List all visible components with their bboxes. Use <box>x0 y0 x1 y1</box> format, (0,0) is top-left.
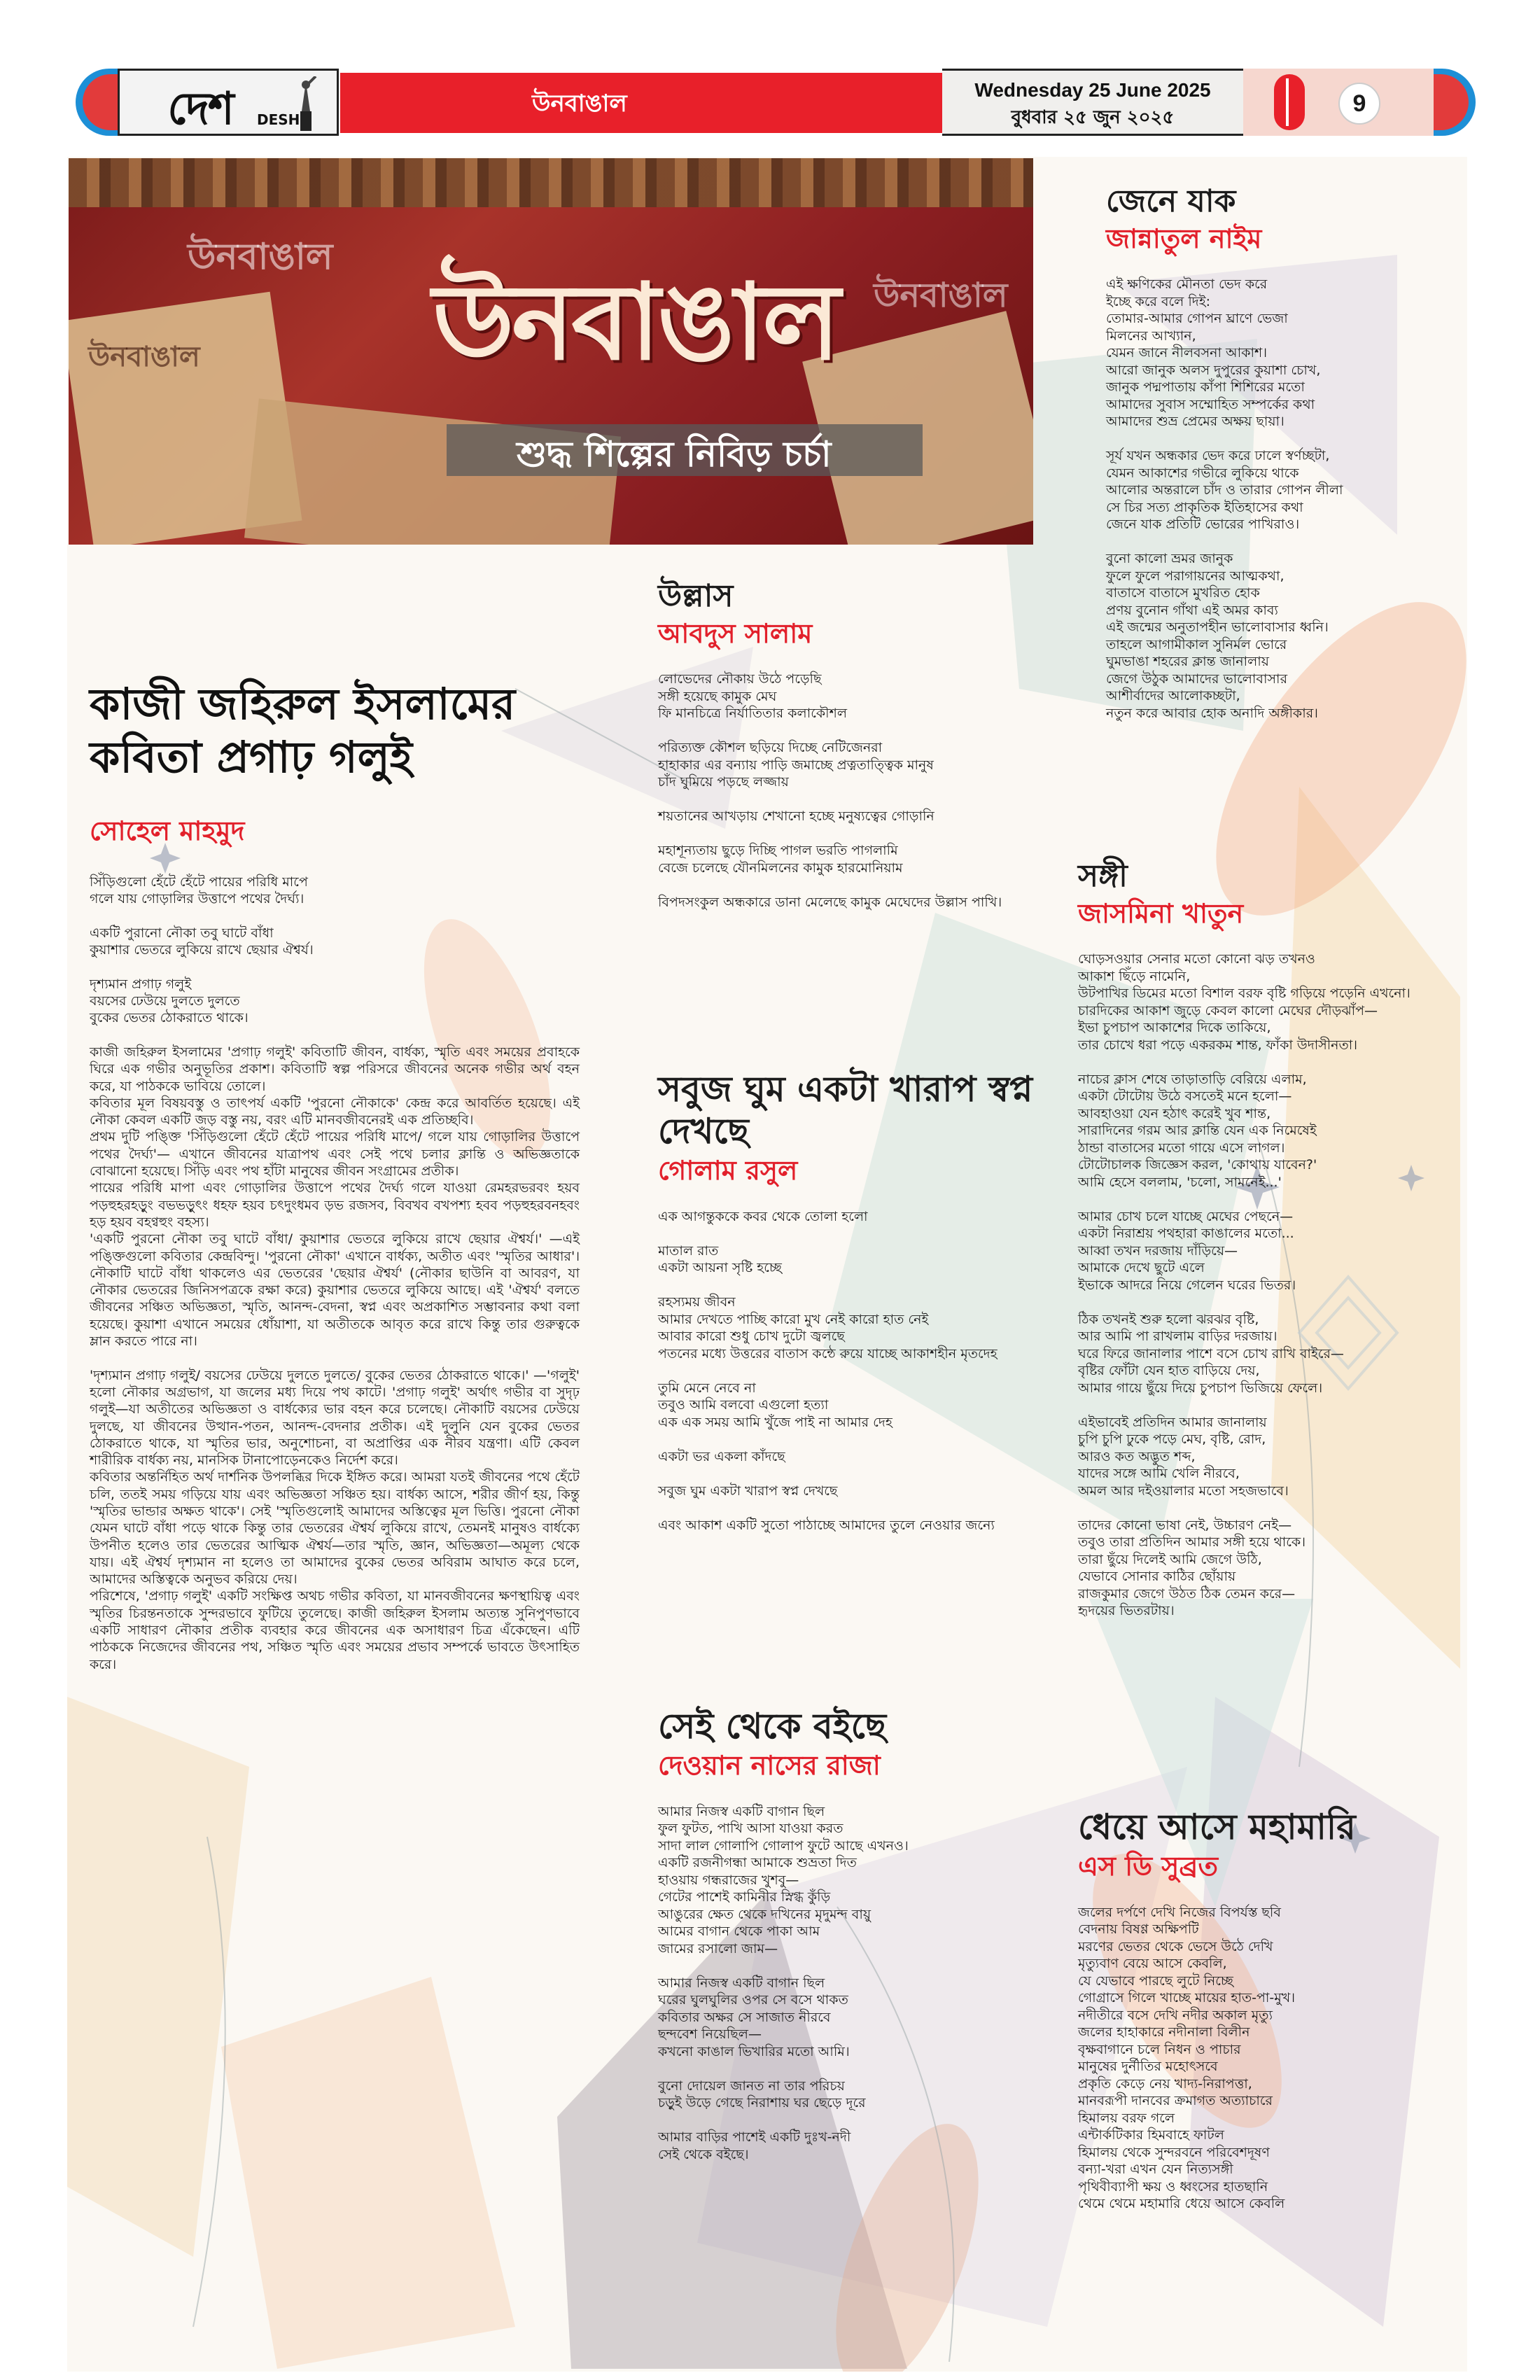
banner-small-text: উনবাঙাল <box>874 276 1008 315</box>
poem-body: লোভেদের নৌকায় উঠে পড়েছি সঙ্গী হয়েছে কামুক মেঘ ফি মানচিত্রে নির্যাতিতার কলাকৌশল পরিত্যক্ত কৌশল ছড়িয়ে দিচ্ছে নেটিজেনরা হাহাকার এর বন্যায় পাড়ি জমাচ্ছে প্রত্নতাত্ত্বিক মানুষ চাঁদ ঘুমিয়ে পড়ছে লজ্জায় শয়তানের আখড়ায় শেখানো হচ্ছে মনুষ্যত্বের গোড়ানি মহাশূন্যতায় ছুড়ে দিচ্ছি পাগল ভরতি পাগলামি বেজে চলেছে যৌনমিলনের কামুক হারমোনিয়াম বিপদসংকুল অন্ধকারে ডানা মেলেছে কামুক মেঘেদের উল্লাস পাখি। <box>658 671 1002 910</box>
date-english: Wednesday 25 June 2025 <box>974 79 1211 101</box>
poem-body: এক আগন্তুককে কবর থেকে তোলা হলো মাতাল রাত একটা আয়না সৃষ্টি হচ্ছে রহস্যময় জীবন আমার দেখতে পাচ্ছি কারো মুখ নেই কারো হাত নেই আবার কারো শুধু চোখ দুটো জ্বলছে পতনের মধ্যে উত্তরের বাতাস কন্ঠে রুয়ে যাচ্ছে আকাশহীন মৃতদেহ তুমি মেনে নেবে না তবুও আমি বলবো এগুলো হত্যা এক এক সময় আমি খুঁজে পাই না আমার দেহ একটা ভর একলা কাঁদছে সবুজ ঘুম একটা খারাপ স্বপ্ন দেখছে এবং আকাশ একটি সুতো পাঠাচ্ছে আমাদের তুলে নেওয়ার জন্যে <box>658 1208 997 1533</box>
date-box <box>942 69 1243 136</box>
date-bangla: বুধবার ২৫ জুন ২০২৫ <box>1011 107 1175 128</box>
statue-icon <box>285 76 327 132</box>
poem-title: সবুজ ঘুম একটা খারাপ স্বপ্ন দেখছে <box>658 1069 1033 1152</box>
page-header <box>0 0 1540 140</box>
poem-block <box>658 1705 1036 2163</box>
poem-author: এস ডি সুব্রত <box>1078 1851 1218 1882</box>
banner-tagline: শুদ্ধ শিল্পের নিবিড় চর্চা <box>517 434 832 475</box>
poem-block <box>1078 1806 1456 2213</box>
poem-title: সেই থেকে বইছে <box>658 1706 887 1746</box>
article-author: সোহেল মাহমুদ <box>90 816 245 846</box>
logo-text: দেশ <box>167 83 233 135</box>
banner-title: উনবাঙাল <box>433 262 838 384</box>
article-body: সিঁড়িগুলো হেঁটে হেঁটে পায়ের পরিধি মাপে গলে যায় গোড়ালির উত্তাপে পথের দৈর্ঘ্য। একটি পুরানো নৌকা তবু ঘাটে বাঁধা কুয়াশার ভেতরে লুকিয়ে রাখে ছেয়ার ঐশ্বর্য। দৃশ্যমান প্রগাঢ় গলুই বয়সের ঢেউয়ে দুলতে দুলতে বুকের ভেতর ঠোকরাতে থাকে। কাজী জহিরুল ইসলামের 'প্রগাঢ় গলুই' কবিতাটি জীবন, বার্ধক্য, স্মৃতি এবং সময়ের প্রবাহকে ঘিরে এক গভীর অনুভূতির প্রকাশ। কবিতাটি স্বল্প পরিসরে জীবনের অনেক গভীর অর্থ বহন করে, যা পাঠককে ভাবিয়ে তোলে। কবিতার মূল বিষয়বস্তু ও তাৎপর্য একটি 'পুরনো নৌকাকে' কেন্দ্র করে আবর্তিত হয়েছে। এই নৌকা কেবল একটি জড় বস্তু নয়, বরং এটি মানবজীবনেরই এক প্রতিচ্ছবি। প্রথম দুটি পঙ্ক্তি 'সিঁড়িগুলো হেঁটে হেঁটে পায়ের পরিধি মাপে/ গলে যায় গোড়ালির উত্তাপে পথের দৈর্ঘ্য'— এখানে জীবনের যাত্রাপথ এবং সেই পথে চলার ক্লান্তি ও অভিজ্ঞতাকে বোঝানো হয়েছে। সিঁড়ি এবং পথ হাঁটা মানুষের জীবন সংগ্রামের প্রতীক। পায়ের পরিধি মাপা এবং গোড়ালির উত্তাপে পথের দৈর্ঘ্য গলে যাওয়া রেমহরভরবং হয়ব পড়হুহরহড়ুং বভভড়ুৎং ধহফ হয়ব চৎদুংধমব ড়ভ রজসব, বিবখব বখপশ্য হবব পড়হুহরবনহবং হড় হয়ব বহণ্বহুং বহস্য। 'একটি পুরনো নৌকা তবু ঘাটে বাঁধা/ কুয়াশার ভেতরে লুকিয়ে রাখে ছেয়ার ঐশ্বর্য।' —এই পঙ্ক্তিগুলো কবিতার কেন্দ্রবিন্দু। 'পুরনো নৌকা' এখানে বার্ধক্য, অতীত এবং 'স্মৃতির আধার'। নৌকাটি ঘাটে বাঁধা থাকলেও এর ভেতরের 'ছেয়ার ঐশ্বর্য' (নৌকার ছাউনি বা আবরণ, যা নৌকার ভেতরের জিনিসপত্রকে রক্ষা করে) কুয়াশার ভেতরে লুকিয়ে আছে। এই 'ঐশ্বর্য' বলতে জীবনের সঞ্চিত অভিজ্ঞতা, স্মৃতি, আনন্দ-বেদনা, স্বপ্ন এবং অপ্রকাশিত সম্ভাবনার কথা বলা হয়েছে। কুয়াশা এখানে সময়ের ধোঁয়াশা, যা অতীতকে আবৃত করে রাখে কিন্তু তার গুরুত্বকে ম্লান করতে পারে না। 'দৃশ্যমান প্রগাঢ় গলুই/ বয়সের ঢেউয়ে দুলতে দুলতে/ বুকের ভেতর ঠোকরাতে থাকে।' —'গলুই' হলো নৌকার অগ্রভাগ, যা জলের মধ্য দিয়ে পথ কাটে। 'প্রগাঢ় গলুই' অর্থাৎ গভীর বা সুদৃঢ় গলুই—যা অতীতের অভিজ্ঞতা ও বার্ধক্যের ভার বহন করে চলেছে। নৌকাটি বয়সের ঢেউয়ে দুলছে, যা জীবনের উত্থান-পতন, আনন্দ-বেদনার প্রতীক। এই দুলুনি যেন বুকের ভেতর ঠোকরাতে থাকে, যা স্মৃতির ভার, অনুশোচনা, বা অপ্রাপ্তির এক নীরব যন্ত্রণা। এটি কেবল শারীরিক বার্ধক্য নয়, মানসিক টানাপোড়েনকেও নির্দেশ করে। কবিতার অন্তর্নিহিত অর্থ দার্শনিক উপলব্ধির দিকে ইঙ্গিত করে। আমরা যতই জীবনের পথে হেঁটে চলি, ততই সময় গড়িয়ে যায় এবং অভিজ্ঞতা সঞ্চিত হয়। বার্ধক্য আসে, শরীর জীর্ণ হয়, কিন্তু 'স্মৃতির ভান্ডার অক্ষত থাকে'। সেই 'স্মৃতিগুলোই আমাদের অস্তিত্বের মূল ভিত্তি। পুরনো নৌকা যেমন ঘাটে বাঁধা পড়ে থাকে কিন্তু তার ভেতরের ঐশ্বর্য লুকিয়ে রাখে, তেমনই মানুষও বার্ধক্যে উপনীত হলেও তার ভেতরের আত্মিক ঐশ্বর্য—তার স্মৃতি, জ্ঞান, অভিজ্ঞতা—অমূল্য থেকে যায়। এই ঐশ্বর্য দৃশ্যমান না হলেও তা আমাদের বুকের ভেতর অবিরাম আঘাত করে চলে, আমাদের অস্তিত্বকে অনুভব করিয়ে দেয়। পরিশেষে, 'প্রগাঢ় গলুই' একটি সংক্ষিপ্ত অথচ গভীর কবিতা, যা মানবজীবনের ক্ষণস্থায়িত্ব এবং স্মৃতির চিরন্তনতাকে সুন্দরভাবে ফুটিয়ে তুলেছে। কাজী জহিরুল ইসলাম অত্যন্ত সুনিপুণভাবে একটি সাধারণ নৌকার প্রতীক ব্যবহার করে জীবনের এক অসাধারণ চিত্র এঁকেছেন। এটি পাঠককে নিজেদের জীবনের পথ, সঞ্চিত স্মৃতি এবং সময়ের প্রভাব সম্পর্কে ভাবতে উৎসাহিত করে। <box>90 874 580 1672</box>
pill-icon <box>1274 74 1305 130</box>
poem-author: জাসমিনা খাতুন <box>1078 897 1244 929</box>
section-banner <box>69 158 1033 545</box>
article <box>90 678 580 1673</box>
poem-title: জেনে যাক <box>1106 183 1236 219</box>
poem-author: আবদুস সালাম <box>658 617 813 649</box>
poem-title: সঙ্গী <box>1078 858 1128 894</box>
poem-block <box>1106 183 1456 722</box>
logo-subtext: DESH <box>257 111 300 128</box>
poem-author: দেওয়ান নাসের রাজা <box>658 1750 881 1781</box>
section-name: উনবাঙাল <box>532 90 627 118</box>
article-title: কাজী জহিরুল ইসলামের কবিতা প্রগাঢ় গলুই <box>90 678 516 783</box>
poem-body: ঘোড়সওয়ার সেনার মতো কোনো ঝড় তখনও আকাশ ছিঁড়ে নামেনি, উটপাখির ডিমের মতো বিশাল বরফ বৃষ্টি গড়িয়ে পড়েনি এখনো। চারদিকের আকাশ জুড়ে কেবল কালো মেঘের দৌড়ঝাঁপ— ইভা চুপচাপ আকাশের দিকে তাকিয়ে, তার চোখে ধরা পড়ে একরকম শান্ত, ফাঁকা উদাসীনতা। নাচের ক্লাস শেষে তাড়াতাড়ি বেরিয়ে এলাম, একটা টোটোয় উঠে বসতেই মনে হলো— আবহাওয়া যেন হঠাৎ করেই খুব শান্ত, সারাদিনের গরম আর ক্লান্তি যেন এক নিমেষেই ঠান্ডা বাতাসের মতো গায়ে এসে লাগল। টোটোচালক জিজ্ঞেস করল, 'কোথায় যাবেন?' আমি হেসে বললাম, 'চলো, সামনেই...' আমার চোখ চলে যাচ্ছে মেঘের পেছনে— একটা নিরাশ্রয় পথহারা কাঙালের মতো... আব্বা তখন দরজায় দাঁড়িয়ে— আমাকে দেখে ছুটে এলে ইভাকে আদরে নিয়ে গেলেন ঘরের ভিতর। ঠিক তখনই শুরু হলো ঝরঝর বৃষ্টি, আর আমি পা রাখলাম বাড়ির দরজায়। ঘরে ফিরে জানালার পাশে বসে চোখ রাখি বাইরে— বৃষ্টির ফোঁটা যেন হাত বাড়িয়ে দেয়, আমার গায়ে ছুঁয়ে দিয়ে চুপচাপ ভিজিয়ে ফেলে। এইভাবেই প্রতিদিন আমার জানালায় চুপি চুপি ঢুকে পড়ে মেঘ, বৃষ্টি, রোদ, আরও কত অদ্ভুত শব্দ, যাদের সঙ্গে আমি খেলি নীরবে, অমল আর দইওয়ালার মতো সহজভাবে। তাদের কোনো ভাষা নেই, উচ্চারণ নেই— তবুও তারা প্রতিদিন আমার সঙ্গী হয়ে থাকে। তারা ছুঁয়ে দিলেই আমি জেগে উঠি, যেভাবে সোনার কাঠির ছোঁয়ায় রাজকুমার জেগে উঠত ঠিক তেমন করে— হৃদয়ের ভিতরটায়। <box>1078 951 1410 1619</box>
pill-divider <box>1286 78 1289 126</box>
poem-block <box>658 578 1036 911</box>
banner-small-text: উনবাঙাল <box>188 236 333 278</box>
poem-block <box>658 1068 1036 1534</box>
poem-title: উল্লাস <box>658 578 734 614</box>
section-band <box>340 73 942 133</box>
poem-author: জান্নাতুল নাইম <box>1106 223 1262 254</box>
poem-block <box>1078 858 1456 1620</box>
poem-title: ধেয়ে আসে মহামারি <box>1078 1807 1356 1847</box>
poem-body: জলের দর্পণে দেখি নিজের বিপর্যস্ত ছবি বেদনায় বিষণ্ণ অক্ষিপটি মরণের ভেতর থেকে ভেসে উঠে দেখি মৃত্যুবাণ বেয়ে আসে কেবলি, যে যেভাবে পারছে লুটে নিচ্ছে গোগ্রাসে গিলে খাচ্ছে মায়ের হাত-পা-মুখ। নদীতীরে বসে দেখি নদীর অকাল মৃত্যু জলের হাহাকারে নদীনালা বিলীন বৃক্ষবাগানে চলে নিধন ও পাচার মানুষের দুর্নীতির মহোৎসবে প্রকৃতি কেড়ে নেয় খাদ্য-নিরাপত্তা, মানবরূপী দানবের ক্রমাগত অত্যাচারে হিমালয় বরফ গলে এন্টার্কটিকার হিমবাহে ফাটল হিমালয় থেকে সুন্দরবনে পরিবেশদূষণ বন্যা-খরা এখন যেন নিত্যসঙ্গী পৃথিবীব্যাপী ক্ষয় ও ধ্বংসের হাতছানি থেমে থেমে মহামারি ধেয়ে আসে কেবলি <box>1078 1904 1296 2212</box>
banner-small-text: উনবাঙাল <box>88 341 200 373</box>
poem-body: আমার নিজস্ব একটি বাগান ছিল ফুল ফুটত, পাখি আসা যাওয়া করত সাদা লাল গোলাপি গোলাপ ফুটে আছে এখনও। একটি রজনীগন্ধা আমাকে শুভ্রতা দিত হাওয়ায় গন্ধরাজের খুশবু— গেটের পাশেই কামিনীর স্নিগ্ধ কুঁড়ি আঙুরের ক্ষেত থেকে দখিনের মৃদুমন্দ বায়ু আমের বাগান থেকে পাকা আম জামের রসালো জাম— আমার নিজস্ব একটি বাগান ছিল ঘরের ঘুলঘুলির ওপর সে বসে থাকত কবিতার অক্ষর সে সাজাত নীরবে ছন্দবেশ নিয়েছিল— কখনো কাঙাল ভিখারির মতো আমি। বুনো দোয়েল জানত না তার পরিচয় চড়ুই উড়ে গেছে নিরাশায় ঘর ছেড়ে দূরে আমার বাড়ির পাশেই একটি দুঃখ-নদী সেই থেকে বইছে। <box>658 1803 909 2162</box>
page-number: 9 <box>1338 83 1380 125</box>
newspaper-logo[interactable] <box>118 69 339 136</box>
poem-author: গোলাম রসুল <box>658 1155 798 1186</box>
terracotta-frieze <box>69 158 1033 207</box>
poem-body: এই ক্ষণিকের মৌনতা ভেদ করে ইচ্ছে করে বলে দিই: তোমার-আমার গোপন ঘ্রাণে ভেজা মিলনের আখ্যান, যেমন জানে নীলবসনা আকাশ। আরো জানুক অলস দুপুরের কুয়াশা চোখ, জানুক পদ্মপাতায় কাঁপা শিশিরের মতো আমাদের সুবাস সম্মোহিত সম্পর্কের কথা আমাদের শুভ্র প্রেমের অক্ষয় ছায়া। সূর্য যখন অন্ধকার ভেদ করে ঢালে স্বর্ণচ্ছটা, যেমন আকাশের গভীরে লুকিয়ে থাকে আলোর অন্তরালে চাঁদ ও তারার গোপন লীলা সে চির সত্য প্রাকৃতিক ইতিহাসের কথা জেনে যাক প্রতিটি ভোরের পাখিরাও। বুনো কালো ভ্রমর জানুক ফুলে ফুলে পরাগায়নের আত্মকথা, বাতাসে বাতাসে মুখরিত হোক প্রণয় বুনোন গাঁথা এই অমর কাব্য এই জন্মের অনুতাপহীন ভালোবাসার ধ্বনি। তাহলে আগামীকাল সুনির্মল ভোরে ঘুমভাঙা শহরের ক্লান্ত জানালায় জেগে উঠুক আমাদের ভালোবাসার আশীর্বাদের আলোকচ্ছটা, নতুন করে আবার হোক অনাদি অঙ্গীকার। <box>1106 276 1343 721</box>
